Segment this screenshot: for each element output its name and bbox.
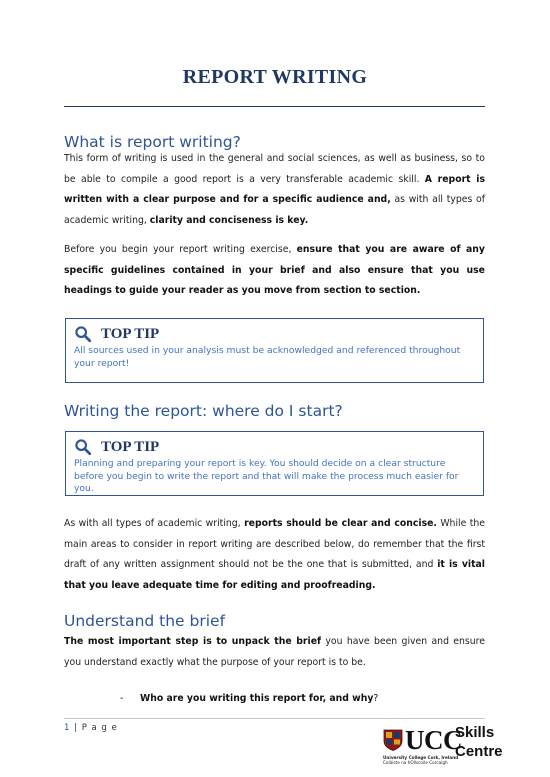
top-tip-box-planning — [65, 431, 484, 496]
paragraph-before-you-begin — [64, 240, 485, 302]
paragraph-unpack-brief — [64, 632, 485, 673]
bullet-bold-text: Who are you writing this report for, and why — [140, 693, 374, 704]
section-heading-understand-brief: Understand the brief — [64, 612, 226, 630]
top-tip-header — [74, 323, 159, 345]
page-number — [64, 723, 118, 733]
skills-centre-line1: Skills — [455, 724, 495, 741]
top-tip-text: All sources used in your analysis must be acknowledged and referenced throughout your report! — [74, 345, 461, 369]
top-tip-title: TOP TIP — [101, 325, 160, 342]
text-run: as with all types of academic writing, — [64, 194, 485, 226]
magnifier-icon — [74, 438, 92, 456]
ucc-logo-subtitle — [383, 755, 463, 765]
ucc-logo-sub-ga: Coláiste na hOllscoile Corcaigh — [383, 760, 448, 765]
bullet-item — [120, 693, 378, 704]
bullet-dash: - — [120, 693, 124, 704]
bold-run: reports should be clear and concise. — [244, 518, 437, 529]
text-run: Before you begin your report writing exercise, — [64, 244, 297, 255]
page-number-label: | P a g e — [74, 723, 118, 733]
text-run: While the main areas to consider in report writing are described below, do remember that the first draft of any written assignment should not be the one that is submitted, and — [64, 518, 485, 570]
page-title: REPORT WRITING — [182, 66, 368, 88]
skills-centre-label — [455, 723, 503, 761]
footer-divider — [64, 718, 485, 719]
paragraph-intro — [64, 149, 485, 231]
bullet-tail: ? — [373, 693, 379, 704]
top-tip-header — [74, 436, 159, 458]
paragraph-clear-concise — [64, 514, 485, 596]
section-heading-where-start: Writing the report: where do I start? — [64, 402, 343, 420]
bold-run: A report is written with a clear purpose and for a specific audience and, — [64, 173, 485, 205]
bold-run: The most important step is to unpack the brief — [64, 636, 322, 647]
top-tip-box-sources — [65, 318, 484, 383]
top-tip-title: TOP TIP — [101, 438, 160, 455]
text-run: you have been given and ensure you understand exactly what the purpose of your report is to be. — [64, 636, 485, 668]
bold-run: it is vital that you leave adequate time for editing and proofreading. — [64, 559, 485, 591]
skills-centre-line2: Centre — [455, 743, 503, 760]
section-heading-what-is: What is report writing? — [64, 133, 241, 151]
ucc-crest-icon — [383, 729, 403, 751]
text-run: As with all types of academic writing, — [64, 518, 245, 529]
text-run: This form of writing is used in the general and social sciences, as well as business, so to be able to compile a good report is a very transferable academic skill. — [64, 153, 485, 185]
bold-run: clarity and conciseness is key. — [149, 214, 309, 226]
page-number-value: 1 — [64, 723, 71, 733]
ucc-logo-sub-en: University College Cork, Ireland — [383, 755, 459, 760]
top-tip-text: Planning and preparing your report is key. You should decide on a clear structure before you begin to write the report and that will make the process much easier for you. — [74, 458, 459, 494]
magnifier-icon — [74, 325, 92, 343]
bold-run: ensure that you are aware of any specific guidelines contained in your brief and also ensure that you use headings to guide your reader as you move from section to section. — [64, 244, 485, 296]
ucc-logo-text: UCC — [405, 725, 462, 755]
title-divider — [64, 106, 485, 107]
